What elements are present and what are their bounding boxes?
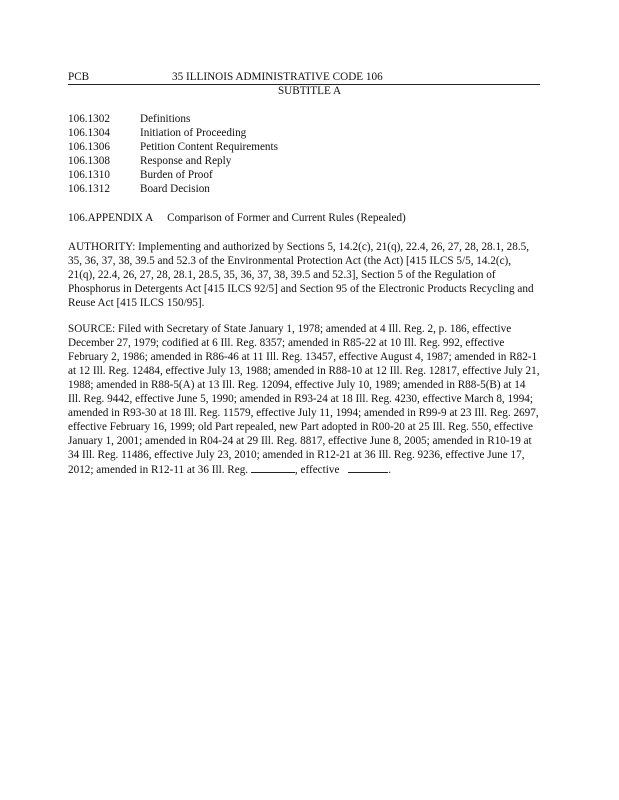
header-subtitle: SUBTITLE A (277, 85, 342, 97)
blank-date-line (348, 462, 388, 473)
toc-row (68, 182, 278, 196)
authority-paragraph: AUTHORITY: Implementing and authorized by Sections 5, 14.2(c), 21(q), 22.4, 26, 27, 28, 28.1, 28.5, 35, 36, 37, 38, 39.5 and 52.3 of the Environmental Protection Act (the Act) [415 ILCS 5/5, 14.2(c), 21(q), 22.4, 26, 27, 28, 28.1, 28.5, 35, 36, 37, 38, 39.5 and 52.3], Section 5 of the Regulation of Phosphorus in Detergents Act [415 ILCS 92/5] and Section 95 of the Electronic Products Recycling and Reuse Act [415 ILCS 150/95]. (68, 241, 534, 309)
toc-section-number: 106.1312 (68, 183, 110, 195)
toc-section-title: Initiation of Proceeding (140, 127, 247, 139)
toc-section-title: Burden of Proof (140, 169, 213, 181)
toc-section-title: Board Decision (140, 183, 210, 195)
toc-section-number: 106.1304 (68, 127, 110, 139)
toc-row (68, 126, 278, 140)
toc-section-number: 106.1310 (68, 169, 110, 181)
running-header (68, 70, 540, 85)
appendix-label: 106.APPENDIX A (68, 212, 154, 224)
source-paragraph (68, 322, 540, 477)
toc-section-title: Definitions (140, 113, 191, 125)
header-title: 35 ILLINOIS ADMINISTRATIVE CODE 106 (172, 71, 383, 83)
header-agency: PCB (68, 71, 90, 83)
blank-volume-line (251, 462, 295, 473)
toc-row (68, 112, 278, 126)
source-text: SOURCE: Filed with Secretary of State January 1, 1978; amended at 4 Ill. Reg. 2, p. 186, effective December 27, 1979; codified at 6 Ill. Reg. 8357; amended in R85-22 at 10 Ill. Reg. 992, effective February 2, 1986; amended in R86-46 at 11 Ill. Reg. 13457, effective August 4, 1987; amended in R82-1 at 12 Ill. Reg. 12484, effective July 13, 1988; amended in R88-10 at 12 Ill. Reg. 12817, effective July 21, 1988; amended in R88-5(A) at 13 Ill. Reg. 12094, effective July 10, 1989; amended in R88-5(B) at 14 Ill. Reg. 9442, effective June 5, 1990; amended in R93-24 at 18 Ill. Reg. 4230, effective March 8, 1994; amended in R93-30 at 18 Ill. Reg. 11579, effective July 11, 1994; amended in R99-9 at 23 Ill. Reg. 2697, effective February 16, 1999; old Part repealed, new Part adopted in R00-20 at 25 Ill. Reg. 550, effective January 1, 2001; amended in R04-24 at 29 Ill. Reg. 8817, effective June 8, 2005; amended in R10-19 at 34 Ill. Reg. 11486, effective July 23, 2010; amended in R12-21 at 36 Ill. Reg. 9236, effective June 17, 2012; amended in R12-11 at 36 Ill. Reg. (68, 323, 540, 476)
toc-section-title: Response and Reply (140, 155, 232, 167)
toc-section-number: 106.1306 (68, 141, 110, 153)
source-effective: , effective (294, 464, 340, 476)
toc-section-title: Petition Content Requirements (140, 141, 278, 153)
table-of-contents (68, 112, 278, 196)
toc-row (68, 154, 278, 168)
toc-row (68, 140, 278, 154)
toc-row (68, 168, 278, 182)
appendix-entry (68, 211, 406, 225)
source-end: . (388, 464, 392, 476)
toc-section-number: 106.1308 (68, 155, 110, 167)
toc-section-number: 106.1302 (68, 113, 110, 125)
appendix-title: Comparison of Former and Current Rules (Repealed) (167, 212, 406, 224)
